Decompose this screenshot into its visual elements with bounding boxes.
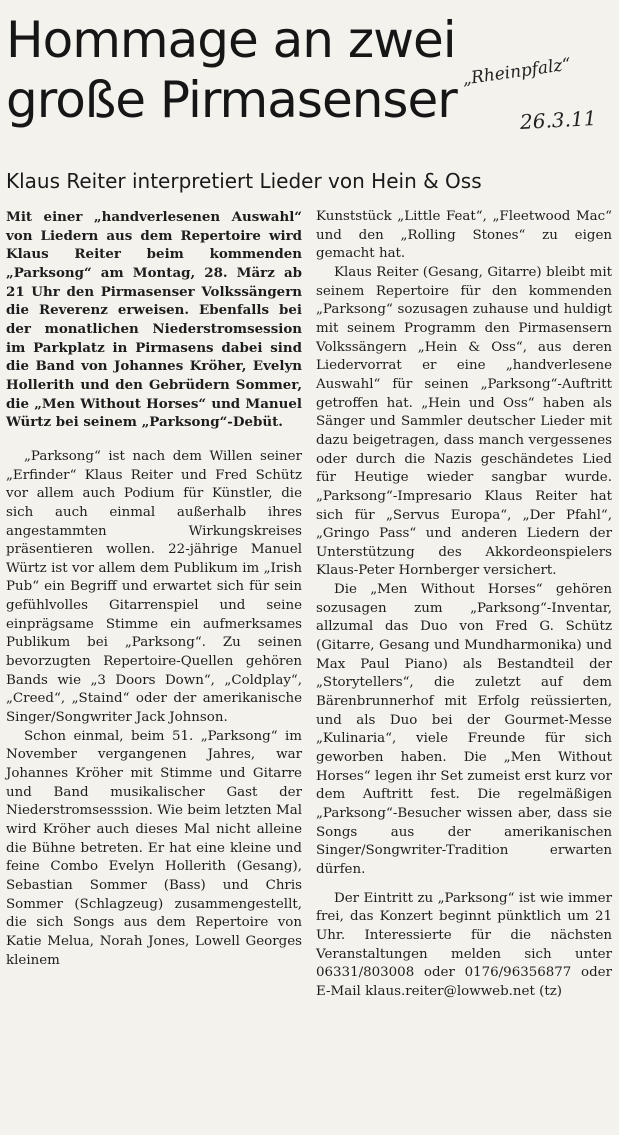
subheadline: Klaus Reiter interpretiert Lieder von Hein & Oss <box>6 169 482 193</box>
body-paragraph-3: Klaus Reiter (Gesang, Gitarre) bleibt mit seinem Repertoire für den kommenden „Parksong“ sozusagen zuhause und huldigt mit seinem Programm den Pirmasensern Volkssängern „Hein & Oss“, aus deren Liedervorrat er eine „handverlesene Auswahl“ für seinen „Parksong“-Auftritt getroffen hat. „Hein und Oss“ haben als Sänger und Sammler deutscher Lieder mit dazu beigetragen, dass manch vergessenes oder durch die Nazis geschändetes Lied für Heutige wieder sangbar wurde. „Parksong“-Impresario Klaus Reiter hat sich für „Servus Europa“, „Der Pfahl“, „Gringo Pass“ und anderen Liedern der Unterstützung des Akkordeonspielers Klaus-Peter Hornberger versichert. <box>316 264 612 579</box>
body-paragraph-2: Schon einmal, beim 51. „Parksong“ im November vergangenen Jahres, war Johannes Kröher mit Stimme und Gitarre und Band musikalischer Gast der Niederstromsesssion. Wie beim letzten Mal wird Kröher auch dieses Mal nicht alleine die Bühne betreten. Er hat eine kleine und feine Combo Evelyn Hollerith (Gesang), Sebastian Sommer (Bass) und Chris Sommer (Schlagzeug) zusammengestellt, die sich Songs aus dem Repertoire von Katie Melua, Norah Jones, Lowell Georges kleinem <box>6 728 302 968</box>
headline-line-1: Hommage an zwei <box>6 11 456 69</box>
article-column-left <box>6 208 302 970</box>
body-paragraph-2-continued: Kunststück „Little Feat“, „Fleetwood Mac“ und den „Rolling Stones“ zu eigen gemacht hat. <box>316 209 612 262</box>
handwritten-date-note: 26.3.11 <box>519 106 597 134</box>
article-column-right <box>316 208 612 1002</box>
headline-line-2: große Pirmasenser <box>6 71 457 129</box>
body-paragraph-1: „Parksong“ ist nach dem Willen seiner „Erfinder“ Klaus Reiter und Fred Schütz vor allem auch Podium für Künstler, die sich auch einmal außerhalb ihres angestammten Wirkungskreises präsentieren wollen. 22-jährige Manuel Würtz ist vor allem dem Publikum im „Irish Pub“ ein Begriff und erwartet sich für sein gefühlvolles Gitarrenspiel und seine einprägsame Stimme ein aufmerksames Publikum bei „Parksong“. Zu seinen bevorzugten Repertoire-Quellen gehören Bands wie „3 Doors Down“, „Coldplay“, „Creed“, „Staind“ oder der amerikanische Singer/Songwriter Jack Johnson. <box>6 448 302 726</box>
body-paragraph-4: Die „Men Without Horses“ gehören sozusagen zum „Parksong“-Inventar, allzumal das Duo von Fred G. Schütz (Gitarre, Gesang und Mundharmonika) und Max Paul Piano) als Bestandteil der „Storytellers“, die zuletzt auf dem Bärenbrunnerhof mit Erfolg reüssierten, und als Duo bei der Gourmet-Messe „Kulinaria“, viele Freunde für sich geworben haben. Die „Men Without Horses“ legen ihr Set zumeist erst kurz vor dem Auftritt fest. Die regelmäßigen „Parksong“-Besucher wissen aber, dass sie Songs aus der amerikanischen Singer/Songwriter-Tradition erwarten dürfen. <box>316 582 612 877</box>
lead-paragraph: Mit einer „handverlesenen Auswahl“ von Liedern aus dem Repertoire wird Klaus Reiter beim kommenden „Parksong“ am Montag, 28. März ab 21 Uhr den Pirmasenser Volkssängern die Reverenz erweisen. Ebenfalls bei der monatlichen Niederstromsession im Parkplatz in Pirmasens dabei sind die Band von Johannes Kröher, Evelyn Hollerith und den Gebrüdern Sommer, die „Men Without Horses“ und Manuel Würtz bei seinem „Parksong“-Debüt. <box>6 209 302 431</box>
body-paragraph-5: Der Eintritt zu „Parksong“ ist wie immer frei, das Konzert beginnt pünktlich um 21 Uhr. Interessierte für die nächsten Veranstaltungen melden sich unter 06331/803008 oder 0176/96356877 oder E-Mail klaus.reiter@lowweb.net (tz) <box>316 890 612 999</box>
handwritten-source-note: „Rheinpfalz“ <box>461 54 573 90</box>
